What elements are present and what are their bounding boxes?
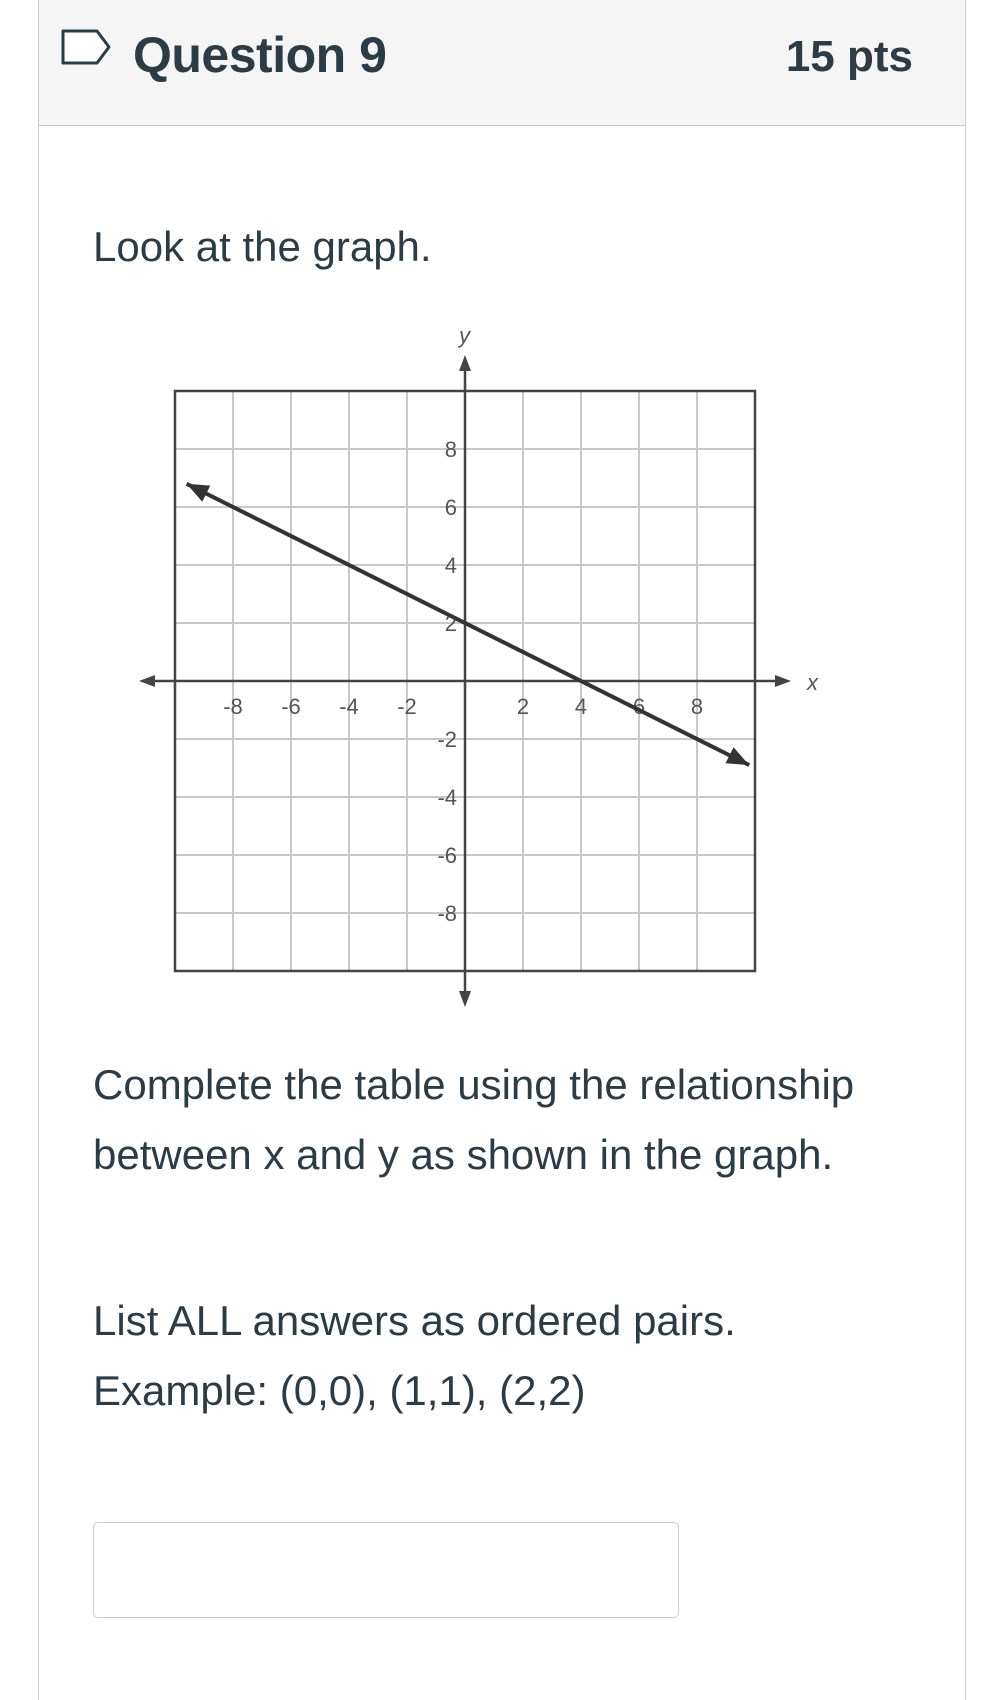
graph-series: [187, 484, 750, 765]
flag-question-icon[interactable]: [61, 28, 113, 66]
x-tick-label: -4: [339, 694, 359, 719]
y-tick-label: -6: [437, 843, 457, 868]
list-instruction: List ALL answers as ordered pairs.: [93, 1297, 736, 1344]
x-tick-label: 8: [690, 694, 704, 719]
x-tick-label: -2: [397, 694, 417, 719]
y-tick-label: 6: [444, 495, 457, 520]
question-header: [39, 0, 965, 126]
y-axis-up-arrow: [459, 355, 471, 371]
answer-input[interactable]: [93, 1522, 679, 1618]
x-tick-label: 2: [516, 694, 530, 719]
question-card: [38, 0, 966, 1700]
y-axis-down-arrow: [459, 991, 471, 1007]
question-instructions: Complete the table using the relationship between x and y as shown in the graph.: [93, 1061, 855, 1178]
y-tick-label: -8: [437, 901, 457, 926]
example-text: Example: (0,0), (1,1), (2,2): [93, 1367, 586, 1414]
x-axis-left-arrow: [139, 675, 155, 687]
x-tick-label: 4: [574, 694, 588, 719]
y-axis-label: y: [459, 323, 470, 348]
y-tick-label: 2: [444, 611, 457, 636]
question-prompt: Look at the graph.: [93, 223, 432, 270]
question-title: Question 9: [133, 27, 387, 83]
y-tick-label: -2: [437, 727, 457, 752]
y-tick-label: 8: [444, 437, 457, 462]
coordinate-graph: [89, 312, 818, 1032]
y-tick-label: 4: [444, 553, 457, 578]
graph-axes: [139, 323, 819, 1007]
x-tick-label: -8: [223, 694, 243, 719]
x-tick-label: 6: [632, 694, 646, 719]
question-points: 15 pts: [785, 32, 913, 81]
x-axis-right-arrow: [775, 675, 791, 687]
x-axis-label: x: [807, 670, 818, 695]
y-tick-label: -4: [437, 785, 457, 810]
x-tick-label: -6: [281, 694, 301, 719]
series-line: [187, 484, 750, 765]
